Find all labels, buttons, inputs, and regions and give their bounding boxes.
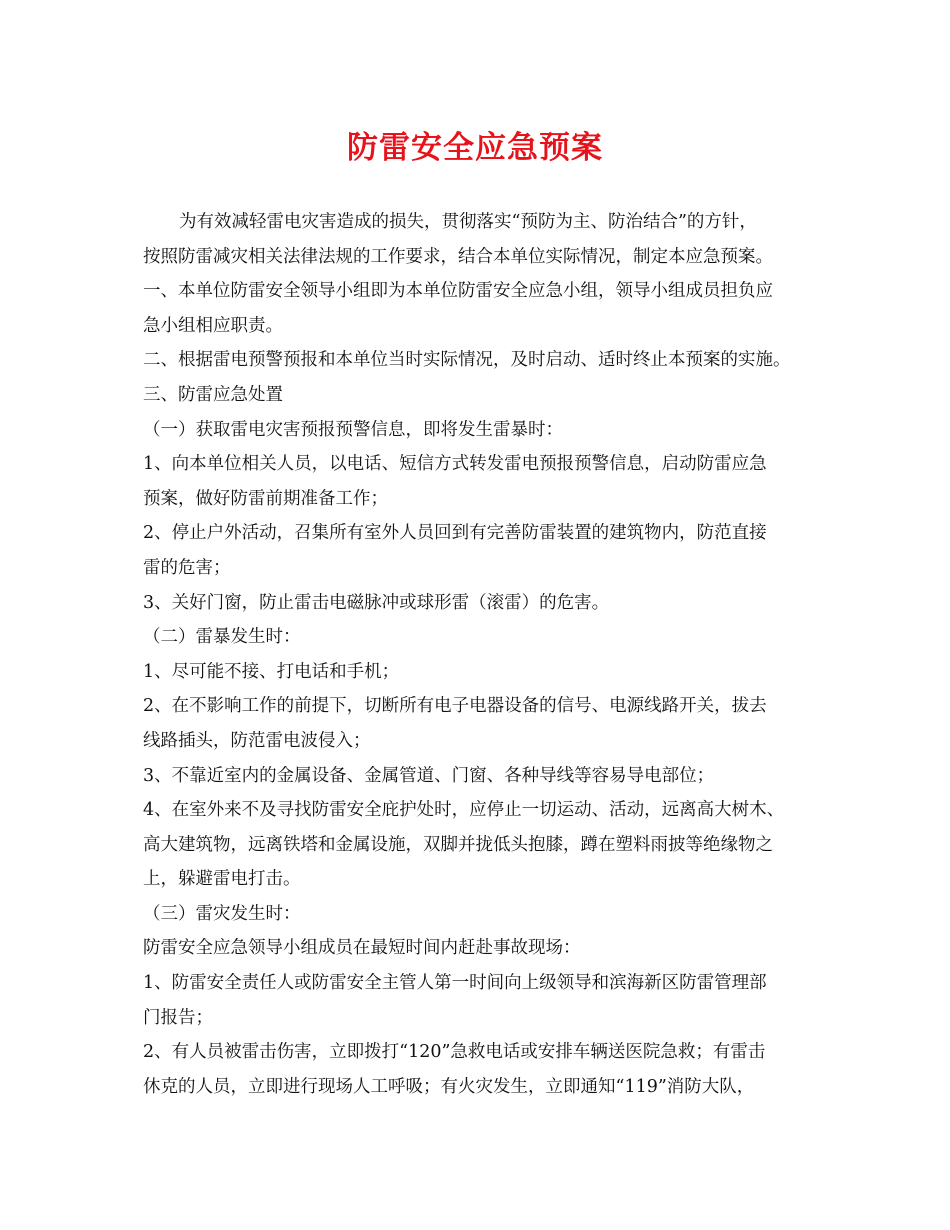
paragraph-line: 1、尽可能不接、打电话和手机； xyxy=(143,661,400,682)
paragraph-line: 休克的人员，立即进行现场人工呼吸；有火灾发生，立即通知“119”消防大队， xyxy=(143,1076,755,1097)
paragraph-line: 按照防雷减灾相关法律法规的工作要求，结合本单位实际情况，制定本应急预案。 xyxy=(143,246,773,267)
paragraph-line: 线路插头，防范雷电波侵入； xyxy=(143,730,371,751)
paragraph-line: 上，躲避雷电打击。 xyxy=(143,869,301,890)
subsection-heading: （二）雷暴发生时： xyxy=(143,627,301,648)
section-heading: 三、防雷应急处置 xyxy=(143,384,283,405)
paragraph-line: 高大建筑物，远离铁塔和金属设施，双脚并拢低头抱膝，蹲在塑料雨披等绝缘物之 xyxy=(143,834,773,855)
paragraph-line: 一、本单位防雷安全领导小组即为本单位防雷安全应急小组，领导小组成员担负应 xyxy=(143,281,773,302)
paragraph-line: 2、有人员被雷击伤害，立即拨打“120”急救电话或安排车辆送医院急救；有雷击 xyxy=(143,1042,766,1063)
paragraph-line: 雷的危害； xyxy=(143,557,231,578)
paragraph-line: 为有效减轻雷电灾害造成的损失，贯彻落实“预防为主、防治结合”的方针， xyxy=(179,212,757,232)
document-body xyxy=(143,205,823,1104)
paragraph-line: 3、关好门窗，防止雷击电磁脉冲或球形雷（滚雷）的危害。 xyxy=(143,592,610,613)
subsection-heading: （一）获取雷电灾害预报预警信息，即将发生雷暴时： xyxy=(143,419,563,440)
paragraph-line: 急小组相应职责。 xyxy=(143,315,283,336)
paragraph-line: 预案，做好防雷前期准备工作； xyxy=(143,488,388,509)
paragraph-line: 防雷安全应急领导小组成员在最短时间内赶赴事故现场： xyxy=(143,938,581,959)
paragraph-line: 2、停止户外活动，召集所有室外人员回到有完善防雷装置的建筑物内，防范直接 xyxy=(143,523,767,544)
subsection-heading: （三）雷灾发生时： xyxy=(143,903,301,924)
paragraph-line: 3、不靠近室内的金属设备、金属管道、门窗、各种导线等容易导电部位； xyxy=(143,765,715,786)
document-title: 防雷安全应急预案 xyxy=(347,130,603,166)
paragraph-line: 门报告； xyxy=(143,1007,213,1028)
paragraph-line: 4、在室外来不及寻找防雷安全庇护处时，应停止一切运动、活动，远离高大树木、 xyxy=(143,800,785,821)
paragraph-line: 二、根据雷电预警预报和本单位当时实际情况，及时启动、适时终止本预案的实施。 xyxy=(143,350,791,371)
paragraph-line: 1、向本单位相关人员，以电话、短信方式转发雷电预报预警信息，启动防雷应急 xyxy=(143,454,767,475)
paragraph-line: 2、在不影响工作的前提下，切断所有电子电器设备的信号、电源线路开关，拔去 xyxy=(143,696,767,717)
paragraph-line: 1、防雷安全责任人或防雷安全主管人第一时间向上级领导和滨海新区防雷管理部 xyxy=(143,973,767,994)
